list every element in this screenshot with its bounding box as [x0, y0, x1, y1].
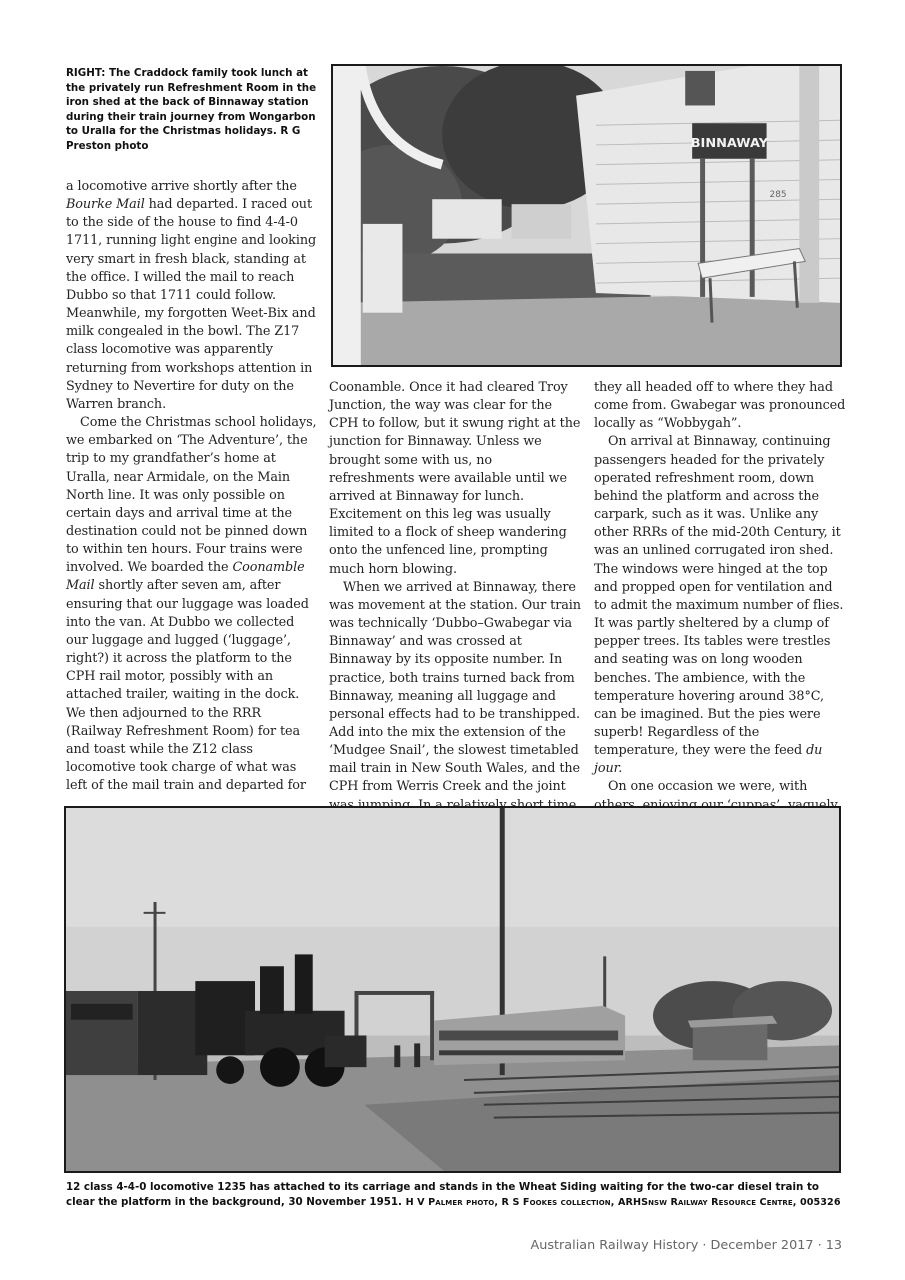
photo-credit: H V Palmer photo, R S Fookes collection, ARHSnsw Railway Resource Centre, 005326 [405, 1196, 841, 1208]
article-column-1 [66, 178, 318, 795]
paragraph: On arrival at Binnaway, continuing passengers headed for the privately operated refreshment room, down behind the platform and across the carpark, such as it was. Unlike any other RRRs of the mid-20th Century, it was an unlined corrugated iron shed. The windows were hinged at the top and propped open for ventilation and to admit the maximum number of flies. It was partly sheltered by a clump of pepper trees. Its tables were trestles and seating was on long wooden benches. The ambience, with the temperature hovering around 38°C, can be imagined. But the pies were superb! Regardless of the temperature, they were the feed du jour. [594, 434, 844, 777]
post-number: 285 [769, 190, 787, 201]
paragraph: a locomotive arrive shortly after the Bourke Mail had departed. I raced out to the side of the house to find 4-4-0 1711, running light engine and looking very smart in fresh black, standing at the office. I willed the mail to reach Dubbo so that 1711 could follow. Meanwhile, my forgotten Weet-Bix and milk congealed in the bowl. The Z17 class locomotive was apparently returning from workshops attention in Sydney to Nevertire for duty on the Warren branch. [66, 179, 317, 412]
paragraph: On one occasion we were, with [608, 779, 808, 795]
article-column-3 [594, 379, 846, 833]
caption-text: 12 class 4-4-0 locomotive 1235 has attached to its carriage and stands in the Wheat Siding waiting for the two-car diesel train to clear the platform in the background, 30 November 1951. [66, 1181, 819, 1208]
paragraph: When we arrived at Binnaway, there was movement at the station. Our train was technically ‘Dubbo–Gwabegar via Binnaway’ and was crossed at Binnaway by its opposite number. In practice, both trains turned back from Binnaway, meaning all luggage and personal effects had to be transhipped. Add into the mix the extension of the ‘Mudgee Snail’, the slowest timetabled mail train in New South Wales, and the CPH from Werris Creek and the joint [329, 579, 581, 795]
station-sign: BINNAWAY [690, 135, 769, 151]
top-photo-caption: RIGHT: The Craddock family took lunch at the privately run Refreshment Room in the iron shed at the back of Binnaway station during their train journey from Wongarbon to Uralla for the Christmas holidays. R G Preston photo [66, 67, 317, 152]
bottom-photo-caption [66, 1180, 842, 1210]
binnaway-station-photo [331, 64, 842, 367]
paragraph: Coonamble. Once it had cleared Troy Junction, the way was clear for the CPH to follow, but it swung right at the junction for Binnaway. Unless we brought some with us, no refreshments were available until we arrived at Binnaway for lunch. Excitement on this leg was usually limited to a flock of sheep wandering onto the unfenced line, prompting much horn blowing. [329, 380, 581, 577]
paragraph: they all headed off to where they had come from. Gwabegar was pronounced locally as “Wobbygah”. [594, 380, 846, 432]
paragraph: Come the Christmas school holidays, we embarked on ‘The Adventure’, the trip to my grandfather’s home at Uralla, near Armidale, on the Main North line. It was only possible on certain days and arrival time at the destination could not be pinned down to within ten hours. Four trains were involved. We boarded the Coonamble Mail shortly after seven am, after ensuring that our luggage was loaded into the van. At Dubbo we collected our luggage and lugged (‘luggage’, right?) it across the platform to the CPH rail motor, possibly with an attached trailer, waiting in the dock. We then adjourned to the RRR (Railway Refreshment Room) for tea and toast while the Z12 class locomotive took charge of what was left of the mail train and departed for [66, 415, 317, 794]
locomotive-photo-illustration [66, 808, 839, 1171]
locomotive-1235-photo [64, 806, 841, 1173]
article-column-2 [329, 379, 581, 815]
station-photo-illustration [333, 66, 840, 365]
page-footer: Australian Railway History · December 2017 · 13 [530, 1238, 842, 1253]
